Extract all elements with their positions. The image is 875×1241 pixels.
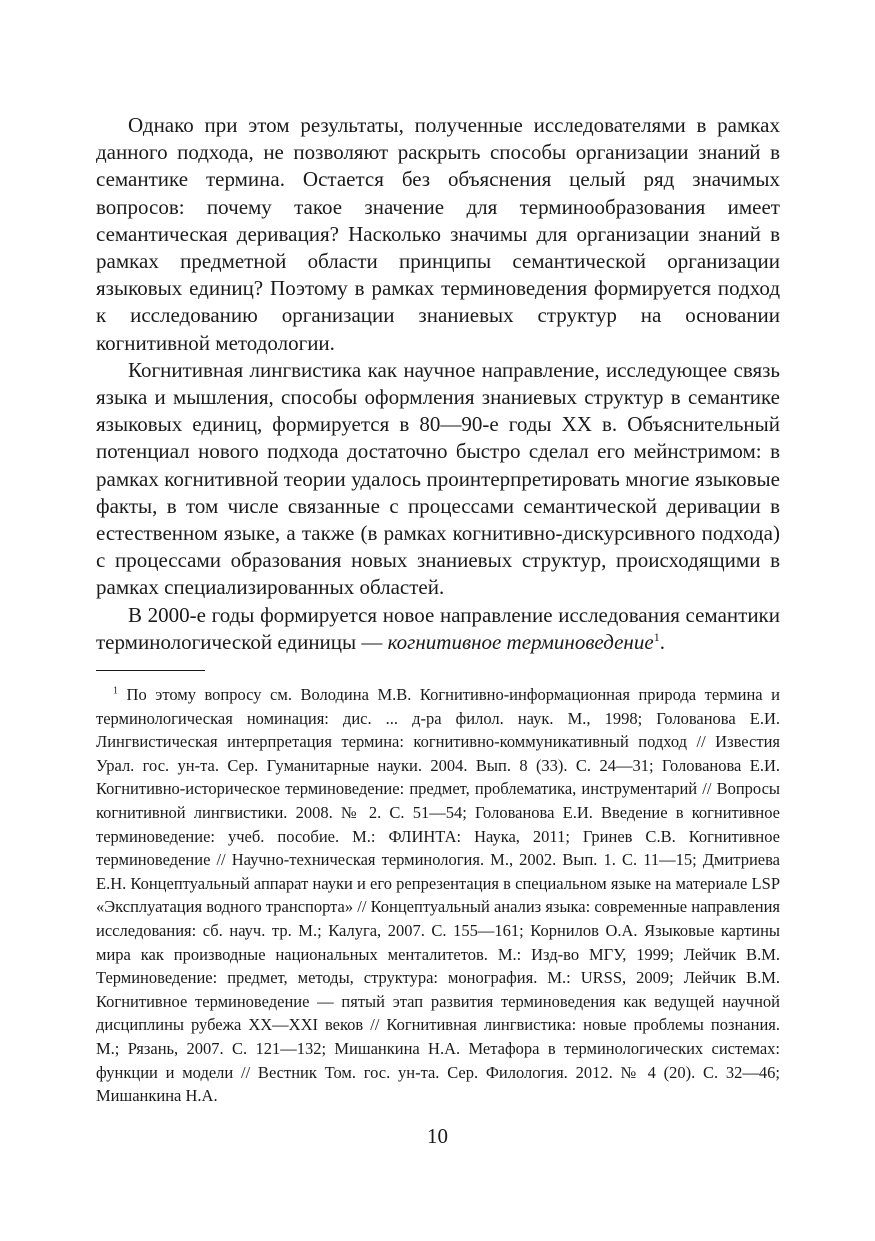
page-content — [96, 112, 780, 1108]
paragraph-1: Однако при этом результаты, полученные исследователями в рамках данного подхода, не позволяют раскрыть способы организации знаний в семантике термина. Остается без объяснения целый ряд значимых вопросов: почему такое значение для терминообразования имеет семантическая деривация? Насколько значимы для организации знаний в рамках предметной области принципы семантической организации языковых единиц? Поэтому в рамках терминоведения формируется подход к исследованию организации знаниевых структур на основании когнитивной методологии. — [96, 113, 780, 355]
footnote-reference[interactable]: 1 — [653, 629, 660, 644]
page-number: 10 — [427, 1124, 448, 1148]
paragraph-2: Когнитивная лингвистика как научное направление, исследующее связь языка и мышления, способы оформления знаниевых структур в семантике языковых единиц, формируется в 80—90-е годы XX в. Объяснительный потенциал нового подхода достаточно быстро сделал его мейнстримом: в рамках когнитивной теории удалось проинтерпретировать многие языковые факты, в том числе связанные с процессами семантической деривации в естественном языке, а также (в рамках когнитивно-дискурсивного подхода) с процессами образования новых знаниевых структур, происходящими в рамках специализированных областей. — [96, 357, 780, 600]
footnote-marker: 1 — [113, 685, 118, 697]
italic-term: когнитивное терминоведение — [387, 629, 654, 654]
footnote — [96, 683, 780, 1108]
paragraph-3-lead: В 2000-е годы формируется новое направление исследования семантики терминологической единицы — — [96, 602, 780, 654]
footnote-text: По этому вопросу см. Володина М.В. Когнитивно-информационная природа термина и терминологическая номинация: дис. ... д-ра филол. наук. М., 1998; Голованова Е.И. Лингвистическая интерпретация термина: когнитивно-коммуникативный подход // Известия Урал. гос. ун-та. Сер. Гуманитарные науки. 2004. Вып. 8 (33). С. 24—31; Голованова Е.И. Когнитивно-историческое терминоведение: предмет, проблематика, инструментарий // Вопросы когнитивной лингвистики. 2008. № 2. С. 51—54; Голованова Е.И. Введение в когнитивное терминоведение: учеб. пособие. М.: ФЛИНТА: Наука, 2011; Гринев С.В. Когнитивное терминоведение // Научно-техническая терминология. М., 2002. Вып. 1. С. 11—15; Дмитриева Е.Н. Концептуальный аппарат науки и его репрезентация в специальном языке на материале LSP «Эксплуатация водного транспорта» // Концептуальный анализ языка: современные направления исследования: сб. науч. тр. М.; Калуга, 2007. С. 155—161; Корнилов О.А. Языковые картины мира как производные национальных менталитетов. М.: Изд-во МГУ, 1999; Лейчик В.М. Терминоведение: предмет, методы, структура: монография. М.: URSS, 2009; Лейчик В.М. Когнитивное терминоведение — пятый этап развития терминоведения как ведущей научной дисциплины рубежа XX—XXI веков // Когнитивная лингвистика: новые проблемы познания. М.; Рязань, 2007. С. 121—132; Мишанкина Н.А. Метафора в терминологических системах: функции и модели // Вестник Том. гос. ун-та. Сер. Филология. 2012. № 4 (20). С. 32—46; Мишанкина Н.А. — [96, 685, 780, 1106]
paragraph-3 — [96, 602, 780, 656]
paragraph-3-tail: . — [659, 629, 665, 654]
footnote-divider — [96, 670, 205, 671]
main-text — [96, 112, 780, 656]
